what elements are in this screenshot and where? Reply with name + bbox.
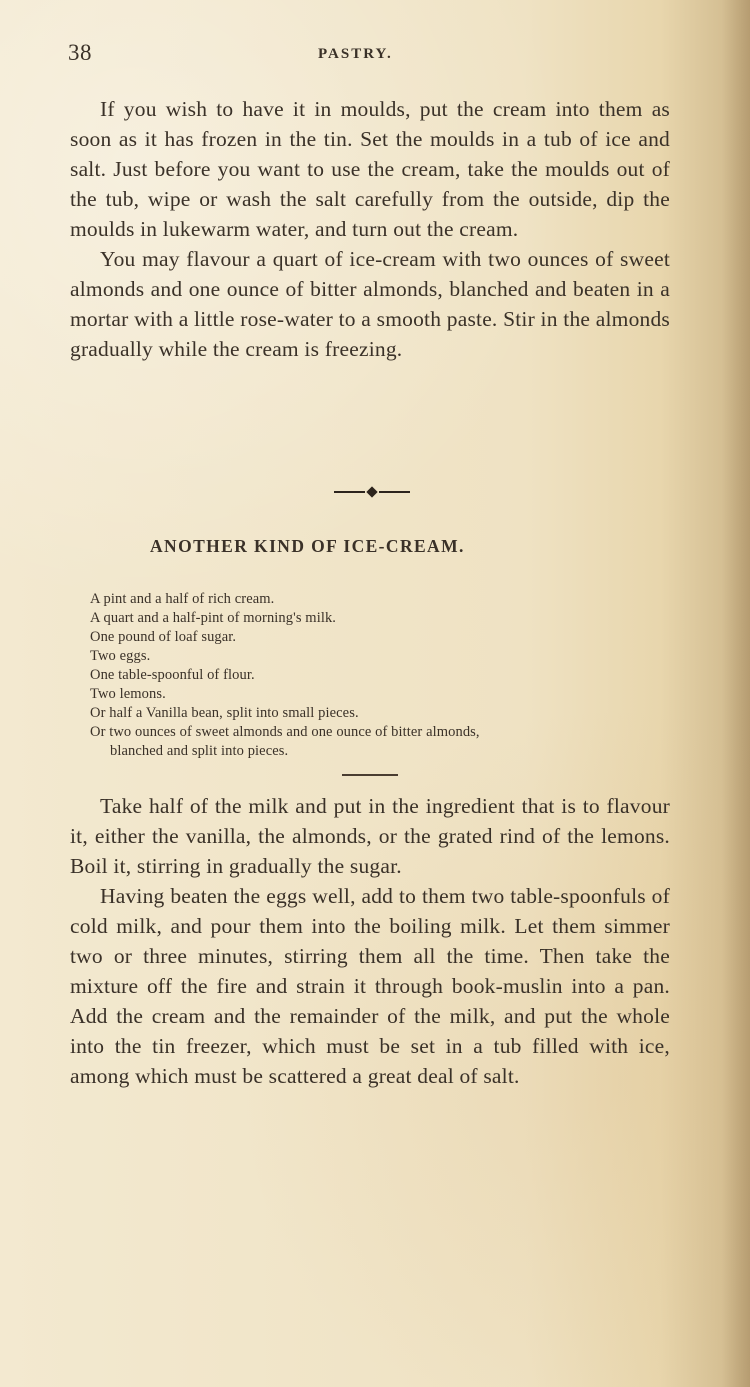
ingredient-item: One table-spoonful of flour. [90, 667, 255, 683]
ingredient-item: Or half a Vanilla bean, split into small pieces. [90, 705, 359, 721]
section-divider [342, 774, 398, 776]
recipe-paragraph-2: Having beaten the eggs well, add to them two table-spoonfuls of cold milk, and pour them into the boiling milk. Let them simmer two or three minutes, stirring them all the time. Then take the mixture off the fire and strain it through book-muslin into a pan. Add the cream and the remainder of the milk, and put the whole into the tin freezer, which must be set in a tub filled with ice, among which must be scattered a great deal of salt. [70, 884, 670, 1088]
ingredient-item: Two eggs. [90, 648, 151, 664]
ingredient-item: One pound of loaf sugar. [90, 629, 237, 645]
ingredient-item-continuation: blanched and split into pieces. [110, 743, 289, 759]
ornament-left-line [334, 491, 365, 493]
ingredient-item: A quart and a half-pint of morning's milk. [90, 610, 337, 626]
page-header [68, 40, 668, 70]
ornament-diamond-icon [366, 486, 377, 497]
section-ornament [334, 487, 410, 497]
opening-paragraph-1: If you wish to have it in moulds, put the cream into them as soon as it has frozen in the tin. Set the moulds in a tub of ice and salt. Just before you want to use the cream, take the moulds out of the tub, wipe or wash the salt carefully from the outside, dip the moulds in lukewarm water, and turn out the cream. [70, 97, 670, 241]
recipe-paragraph-1: Take half of the milk and put in the ingredient that is to flavour it, either the vanilla, the almonds, or the grated rind of the lemons. Boil it, stirring in gradually the sugar. [70, 794, 670, 878]
recipe-directions [70, 791, 670, 1091]
ornament-right-line [379, 491, 410, 493]
opening-paragraph-2: You may flavour a quart of ice-cream with two ounces of sweet almonds and one ounce of bitter almonds, blanched and beaten in a mortar with a little rose-water to a smooth paste. Stir in the almonds gradually while the cream is freezing. [70, 247, 670, 361]
running-head: PASTRY. [318, 46, 393, 62]
page-number: 38 [68, 40, 92, 65]
ingredient-list [90, 590, 660, 761]
ingredient-item: A pint and a half of rich cream. [90, 591, 275, 607]
opening-text [70, 94, 670, 364]
ingredient-item: Or two ounces of sweet almonds and one ounce of bitter almonds, [90, 724, 480, 740]
recipe-title: ANOTHER KIND OF ICE-CREAM. [150, 536, 465, 556]
ingredient-item: Two lemons. [90, 686, 166, 702]
